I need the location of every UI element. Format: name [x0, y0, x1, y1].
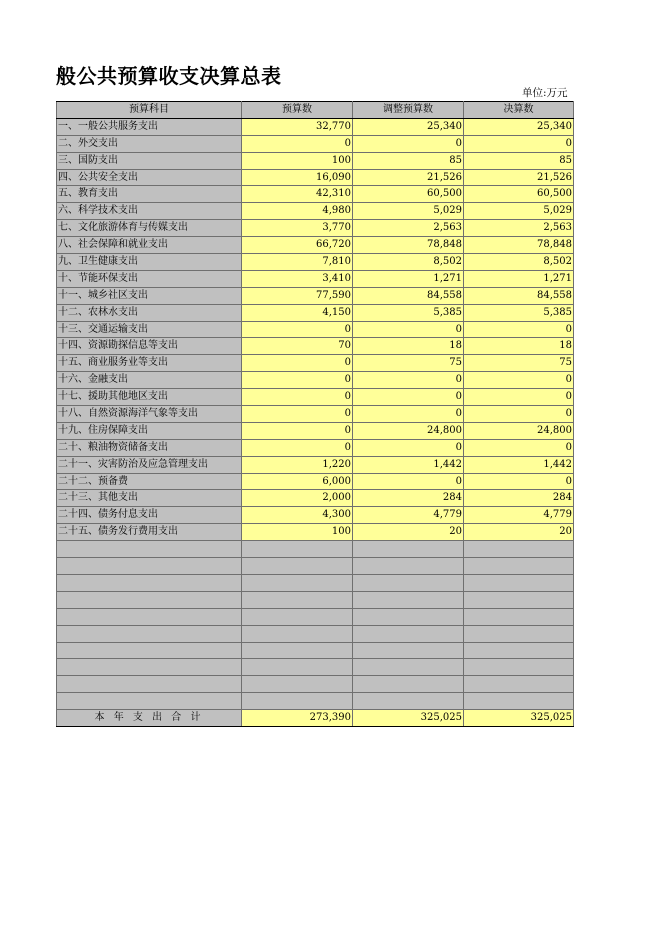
empty-cell [353, 558, 464, 575]
header-budget: 预算数 [242, 102, 353, 119]
empty-cell [353, 608, 464, 625]
row-final: 20 [464, 524, 574, 541]
row-budget: 4,150 [242, 304, 353, 321]
row-final: 0 [464, 135, 574, 152]
row-subject: 一、一般公共服务支出 [57, 118, 242, 135]
row-subject: 十三、交通运输支出 [57, 321, 242, 338]
table-row [57, 321, 574, 338]
table-row [57, 118, 574, 135]
row-subject: 二十一、灾害防治及应急管理支出 [57, 456, 242, 473]
row-final: 25,340 [464, 118, 574, 135]
row-adjusted: 0 [353, 321, 464, 338]
row-final: 2,563 [464, 220, 574, 237]
row-budget: 77,590 [242, 287, 353, 304]
table-row [57, 422, 574, 439]
row-budget: 0 [242, 355, 353, 372]
row-subject: 十二、农林水支出 [57, 304, 242, 321]
row-final: 0 [464, 473, 574, 490]
table-row [57, 169, 574, 186]
row-subject: 九、卫生健康支出 [57, 254, 242, 271]
row-subject: 十五、商业服务业等支出 [57, 355, 242, 372]
row-adjusted: 24,800 [353, 422, 464, 439]
empty-row [57, 625, 574, 642]
total-adjusted: 325,025 [353, 710, 464, 727]
row-subject: 八、社会保障和就业支出 [57, 237, 242, 254]
empty-cell [242, 642, 353, 659]
empty-cell [353, 541, 464, 558]
empty-cell [464, 693, 574, 710]
row-budget: 0 [242, 389, 353, 406]
row-final: 18 [464, 338, 574, 355]
row-budget: 3,410 [242, 270, 353, 287]
empty-cell [242, 591, 353, 608]
row-budget: 0 [242, 321, 353, 338]
empty-row [57, 608, 574, 625]
empty-cell [464, 608, 574, 625]
table-body [57, 102, 574, 727]
empty-row [57, 676, 574, 693]
row-final: 0 [464, 372, 574, 389]
row-budget: 3,770 [242, 220, 353, 237]
empty-cell [57, 541, 242, 558]
empty-cell [57, 676, 242, 693]
row-adjusted: 0 [353, 135, 464, 152]
row-adjusted: 0 [353, 389, 464, 406]
row-final: 284 [464, 490, 574, 507]
total-final: 325,025 [464, 710, 574, 727]
row-final: 5,029 [464, 203, 574, 220]
row-adjusted: 0 [353, 439, 464, 456]
row-subject: 五、教育支出 [57, 186, 242, 203]
row-adjusted: 4,779 [353, 507, 464, 524]
empty-cell [242, 693, 353, 710]
row-adjusted: 25,340 [353, 118, 464, 135]
row-adjusted: 75 [353, 355, 464, 372]
table-row [57, 287, 574, 304]
row-budget: 100 [242, 152, 353, 169]
table-row [57, 372, 574, 389]
budget-table [56, 101, 574, 727]
empty-cell [464, 541, 574, 558]
empty-cell [464, 642, 574, 659]
empty-cell [464, 574, 574, 591]
row-adjusted: 0 [353, 406, 464, 423]
empty-row [57, 558, 574, 575]
empty-row [57, 574, 574, 591]
row-adjusted: 0 [353, 372, 464, 389]
table-row [57, 355, 574, 372]
row-budget: 4,300 [242, 507, 353, 524]
row-budget: 42,310 [242, 186, 353, 203]
row-subject: 十四、资源勘探信息等支出 [57, 338, 242, 355]
empty-cell [353, 693, 464, 710]
row-budget: 1,220 [242, 456, 353, 473]
row-budget: 32,770 [242, 118, 353, 135]
row-final: 24,800 [464, 422, 574, 439]
row-subject: 二十五、债务发行费用支出 [57, 524, 242, 541]
empty-row [57, 659, 574, 676]
empty-cell [242, 608, 353, 625]
empty-cell [464, 625, 574, 642]
empty-cell [242, 659, 353, 676]
table-row [57, 270, 574, 287]
row-subject: 二十、粮油物资储备支出 [57, 439, 242, 456]
empty-cell [57, 625, 242, 642]
empty-cell [57, 558, 242, 575]
row-adjusted: 1,271 [353, 270, 464, 287]
table-row [57, 186, 574, 203]
empty-cell [57, 574, 242, 591]
row-adjusted: 2,563 [353, 220, 464, 237]
row-final: 84,558 [464, 287, 574, 304]
row-subject: 二十四、债务付息支出 [57, 507, 242, 524]
row-subject: 七、文化旅游体育与传媒支出 [57, 220, 242, 237]
empty-cell [353, 625, 464, 642]
row-subject: 三、国防支出 [57, 152, 242, 169]
total-row [57, 710, 574, 727]
table-row [57, 389, 574, 406]
row-subject: 十、节能环保支出 [57, 270, 242, 287]
row-budget: 70 [242, 338, 353, 355]
row-subject: 二十三、其他支出 [57, 490, 242, 507]
row-final: 85 [464, 152, 574, 169]
row-final: 5,385 [464, 304, 574, 321]
empty-cell [353, 676, 464, 693]
empty-cell [464, 659, 574, 676]
row-adjusted: 85 [353, 152, 464, 169]
row-adjusted: 8,502 [353, 254, 464, 271]
row-adjusted: 84,558 [353, 287, 464, 304]
row-budget: 0 [242, 406, 353, 423]
row-budget: 16,090 [242, 169, 353, 186]
row-final: 0 [464, 439, 574, 456]
row-final: 78,848 [464, 237, 574, 254]
row-final: 1,271 [464, 270, 574, 287]
empty-row [57, 541, 574, 558]
row-adjusted: 284 [353, 490, 464, 507]
unit-label: 单位:万元 [522, 87, 568, 99]
empty-cell [57, 659, 242, 676]
empty-cell [464, 558, 574, 575]
empty-cell [353, 591, 464, 608]
table-row [57, 304, 574, 321]
row-subject: 十九、住房保障支出 [57, 422, 242, 439]
empty-cell [242, 558, 353, 575]
row-subject: 十七、援助其他地区支出 [57, 389, 242, 406]
row-final: 4,779 [464, 507, 574, 524]
table-row [57, 220, 574, 237]
row-final: 0 [464, 321, 574, 338]
row-subject: 十一、城乡社区支出 [57, 287, 242, 304]
row-budget: 6,000 [242, 473, 353, 490]
row-budget: 0 [242, 372, 353, 389]
report-title: 般公共预算收支决算总表 [56, 64, 282, 88]
row-budget: 0 [242, 135, 353, 152]
table-row [57, 152, 574, 169]
table-row [57, 439, 574, 456]
empty-row [57, 591, 574, 608]
header-adjusted: 调整预算数 [353, 102, 464, 119]
table-header-row [57, 102, 574, 119]
row-subject: 六、科学技术支出 [57, 203, 242, 220]
empty-row [57, 642, 574, 659]
row-adjusted: 20 [353, 524, 464, 541]
empty-cell [242, 574, 353, 591]
row-adjusted: 5,385 [353, 304, 464, 321]
row-budget: 4,980 [242, 203, 353, 220]
row-subject: 十六、金融支出 [57, 372, 242, 389]
row-subject: 二、外交支出 [57, 135, 242, 152]
row-subject: 二十二、预备费 [57, 473, 242, 490]
row-final: 60,500 [464, 186, 574, 203]
row-budget: 0 [242, 439, 353, 456]
row-final: 0 [464, 406, 574, 423]
empty-cell [242, 541, 353, 558]
table-row [57, 456, 574, 473]
table-row [57, 135, 574, 152]
total-label: 本 年 支 出 合 计 [57, 710, 242, 727]
row-adjusted: 21,526 [353, 169, 464, 186]
row-budget: 2,000 [242, 490, 353, 507]
table-row [57, 237, 574, 254]
empty-cell [464, 591, 574, 608]
empty-cell [242, 625, 353, 642]
row-adjusted: 1,442 [353, 456, 464, 473]
total-budget: 273,390 [242, 710, 353, 727]
table-row [57, 338, 574, 355]
row-budget: 7,810 [242, 254, 353, 271]
empty-cell [353, 642, 464, 659]
empty-cell [57, 608, 242, 625]
table-row [57, 507, 574, 524]
row-final: 21,526 [464, 169, 574, 186]
row-final: 1,442 [464, 456, 574, 473]
row-budget: 66,720 [242, 237, 353, 254]
header-final: 决算数 [464, 102, 574, 119]
table-row [57, 473, 574, 490]
header-subject: 预算科目 [57, 102, 242, 119]
row-adjusted: 78,848 [353, 237, 464, 254]
row-adjusted: 60,500 [353, 186, 464, 203]
row-final: 0 [464, 389, 574, 406]
empty-cell [464, 676, 574, 693]
row-budget: 100 [242, 524, 353, 541]
empty-row [57, 693, 574, 710]
empty-cell [242, 676, 353, 693]
empty-cell [353, 574, 464, 591]
row-adjusted: 0 [353, 473, 464, 490]
row-budget: 0 [242, 422, 353, 439]
row-final: 8,502 [464, 254, 574, 271]
table-row [57, 524, 574, 541]
table-row [57, 203, 574, 220]
table-row [57, 254, 574, 271]
row-subject: 十八、自然资源海洋气象等支出 [57, 406, 242, 423]
table-row [57, 490, 574, 507]
empty-cell [57, 693, 242, 710]
row-final: 75 [464, 355, 574, 372]
table-row [57, 406, 574, 423]
empty-cell [57, 591, 242, 608]
row-adjusted: 18 [353, 338, 464, 355]
row-subject: 四、公共安全支出 [57, 169, 242, 186]
empty-cell [353, 659, 464, 676]
row-adjusted: 5,029 [353, 203, 464, 220]
empty-cell [57, 642, 242, 659]
